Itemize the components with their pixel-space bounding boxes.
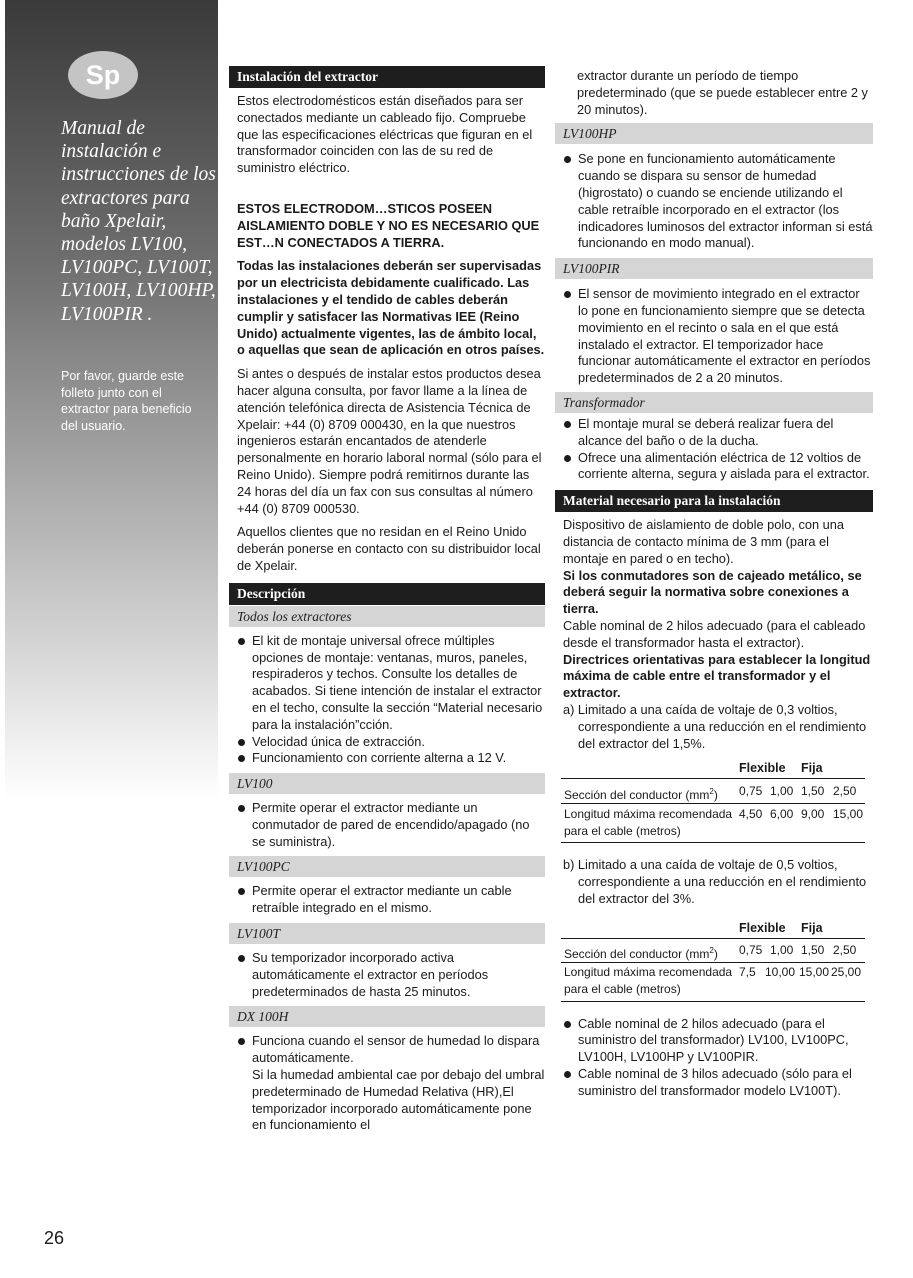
table-cell: 1,00 <box>770 942 794 957</box>
cable-table-a <box>561 758 865 843</box>
non-uk-customers: Aquellos clientes que no residan en el Reino Unido deberán ponerse en contacto con su distribuidor local de Xpelair. <box>237 524 541 573</box>
list-item: Cable nominal de 3 hilos adecuado (sólo para el suministro del transformador modelo LV100T). <box>555 1066 873 1100</box>
section-heading-installation: Instalación del extractor <box>229 66 545 88</box>
list-item: Permite operar el extractor mediante un cable retraíble integrado en el mismo. <box>229 883 545 917</box>
row-label-length: Longitud máxima recomendada para el cable (metros) <box>564 964 733 996</box>
table-cell: 10,00 <box>765 964 796 979</box>
subheading-lv100hp: LV100HP <box>555 123 873 144</box>
column-right <box>555 68 873 1100</box>
table-cell: 25,00 <box>831 964 862 979</box>
lv100pir-list <box>555 286 873 387</box>
subheading-lv100: LV100 <box>229 773 545 794</box>
table-cell: 1,50 <box>801 784 825 799</box>
subheading-lv100t: LV100T <box>229 923 545 944</box>
column-left <box>229 66 545 1134</box>
installation-regulations: Todas las instalaciones deberán ser supervisadas por un electricista debidamente cualificado. Las instalaciones y el tendido de cables deberán cumplir y satisfacer las Normativas IEE (Reino Unido) actualmente vigentes, las de ámbito local, o aquellas que sean de aplicación en otros países. <box>237 258 545 358</box>
subheading-all-models: Todos los extractores <box>229 606 545 627</box>
list-item: Cable nominal de 2 hilos adecuado (para el suministro del transformador) LV100, LV100PC, LV100H, LV100HP y LV100PIR. <box>555 1016 873 1066</box>
page-number: 26 <box>44 1228 65 1248</box>
manual-title: Manual de instalación e instrucciones de los extractores para baño Xpelair, modelos LV100, LV100PC, LV100T, LV100H, LV100HP, LV100PIR . <box>61 118 216 325</box>
voltage-drop-b: b) Limitado a una caída de voltaje de 0,5 voltios, correspondiente a una reducción en el rendimiento del extractor del 3%. <box>563 857 867 906</box>
table-row <box>561 778 865 803</box>
table-bottom-rule <box>561 842 865 843</box>
keep-booklet-note: Por favor, guarde este folleto junto con el extractor para beneficio del usuario. <box>61 369 192 433</box>
table-header <box>561 758 865 778</box>
table-cell: 7,5 <box>739 964 756 979</box>
list-item: Velocidad única de extracción. <box>229 734 545 751</box>
section-heading-description: Descripción <box>229 583 545 605</box>
cable-length-guidelines: Directrices orientativas para establecer la longitud máxima de cable entre el transformador y el extractor. <box>563 651 871 701</box>
subheading-transformer: Transformador <box>555 392 873 413</box>
cable-list <box>555 1016 873 1100</box>
subheading-lv100pir: LV100PIR <box>555 258 873 279</box>
list-item: Se pone en funcionamiento automáticamente cuando se dispara su sensor de humedad (higrostato) o cuando se enciende utilizando el cable retraíble incorporado en el extractor (los indicadores luminosos del extractor informan si está funcionando en modo manual). <box>555 151 873 252</box>
lv100t-list <box>229 950 545 1000</box>
cable-table-b <box>561 918 865 1002</box>
column-flexible: Flexible <box>739 920 786 935</box>
table-cell: 15,00 <box>833 807 864 822</box>
list-item: Ofrece una alimentación eléctrica de 12 voltios de corriente alterna, segura y aislada para el extractor. <box>555 450 873 484</box>
table-cell: 15,00 <box>799 964 830 979</box>
transformer-list <box>555 416 873 483</box>
list-item: Permite operar el extractor mediante un conmutador de pared de encendido/apagado (no se suministra). <box>229 800 545 850</box>
section-heading-materials: Material necesario para la instalación <box>555 490 873 512</box>
list-item: Su temporizador incorporado activa automáticamente el extractor en períodos predeterminados de hasta 25 minutos. <box>229 950 545 1000</box>
cable-requirement: Cable nominal de 2 hilos adecuado (para el cableado desde el transformador hasta el extractor). <box>563 617 866 650</box>
column-fija: Fija <box>801 920 823 935</box>
sidebar-panel <box>5 0 218 800</box>
row-label-section: Sección del conductor $(mm^2)$ <box>564 945 718 961</box>
table-row <box>561 938 865 962</box>
table-row <box>561 803 865 842</box>
table-cell: 1,00 <box>770 784 794 799</box>
language-badge: Sp <box>68 51 138 99</box>
row-label-length: Longitud máxima recomendada para el cable (metros) <box>564 807 733 839</box>
table-cell: 1,50 <box>801 942 825 957</box>
isolator-requirement: Dispositivo de aislamiento de doble polo, con una distancia de contacto mínima de 3 mm (para el montaje en pared o en techo). <box>563 517 845 566</box>
lv100-list <box>229 800 545 850</box>
table-cell: 2,50 <box>833 784 857 799</box>
list-item: El kit de montaje universal ofrece múltiples opciones de montaje: ventanas, muros, paneles, respiraderos y techos. Consulte los detalles de acabados. Si tiene intención de instalar el extractor en el techo, consulte la sección “Material necesario para la instalación”cción. <box>229 633 545 734</box>
table-bottom-rule <box>561 1001 865 1002</box>
lv100pc-list <box>229 883 545 917</box>
list-item: El montaje mural se deberá realizar fuera del alcance del baño o de la ducha. <box>555 416 873 450</box>
earthing-requirement: Si los conmutadores son de cajeado metálico, se deberá seguir la normativa sobre conexiones a tierra. <box>563 567 862 617</box>
table-header <box>561 918 865 938</box>
dx100h-continuation: Si la humedad ambiental cae por debajo del umbral predeterminado de Humedad Relativa (HR),El temporizador incorporado automáticamente pone en funcionamiento el <box>252 1067 545 1133</box>
table-cell: 6,00 <box>770 807 794 822</box>
voltage-drop-a: a) Limitado a una caída de voltaje de 0,3 voltios, correspondiente a una reducción en el rendimiento del extractor del 1,5%. <box>563 701 867 751</box>
subheading-dx100h: DX 100H <box>229 1006 545 1027</box>
list-item: Funcionamiento con corriente alterna a 12 V. <box>229 750 545 767</box>
table-cell: 0,75 <box>739 942 763 957</box>
dx100h-list <box>229 1033 545 1067</box>
column-fija: Fija <box>801 761 823 776</box>
all-models-list <box>229 633 545 767</box>
double-insulation-warning: ESTOS ELECTRODOM…STICOS POSEEN AISLAMIENTO DOBLE Y NO ES NECESARIO QUE EST…N CONECTADOS A TIERRA. <box>237 200 540 250</box>
column-flexible: Flexible <box>739 761 786 776</box>
row-label-section: Sección del conductor $(mm^2)$ <box>564 787 718 803</box>
table-cell: 4,50 <box>739 807 763 822</box>
lv100hp-list <box>555 151 873 252</box>
installation-intro: Estos electrodomésticos están diseñados para ser conectados mediante un cableado fijo. Compruebe que las especificaciones eléctricas que figuran en el transformador coinciden con las de su red de suministro eléctrico. <box>237 93 533 176</box>
list-item: El sensor de movimiento integrado en el extractor lo pone en funcionamiento siempre que se detecta movimiento en el recinto o sala en el que está instalado el extractor. El temporizador hace funcionar automáticamente el extractor en períodos predeterminados de 2 a 20 minutos. <box>555 286 873 387</box>
subheading-lv100pc: LV100PC <box>229 856 545 877</box>
table-cell: 0,75 <box>739 784 763 799</box>
support-contact: Si antes o después de instalar estos productos desea hacer alguna consulta, por favor llame a la línea de atención telefónica directa de Asistencia Técnica de Xpelair: +44 (0) 8709 000430, en la que nuestros ingenieros estarán encantados de atenderle personalmente en horario laboral normal (sólo para el Reino Unido). Siempre podrá remitirnos durante las 24 horas del día un fax con sus consultas al número +44 (0) 8709 000530. <box>237 366 542 516</box>
list-item: Funciona cuando el sensor de humedad lo dispara automáticamente. <box>229 1033 545 1067</box>
table-row <box>561 962 865 1001</box>
dx100h-continuation-2: extractor durante un período de tiempo predeterminado (que se puede establecer entre 2 y 20 minutos). <box>577 68 868 117</box>
table-cell: 2,50 <box>833 942 857 957</box>
table-cell: 9,00 <box>801 807 825 822</box>
